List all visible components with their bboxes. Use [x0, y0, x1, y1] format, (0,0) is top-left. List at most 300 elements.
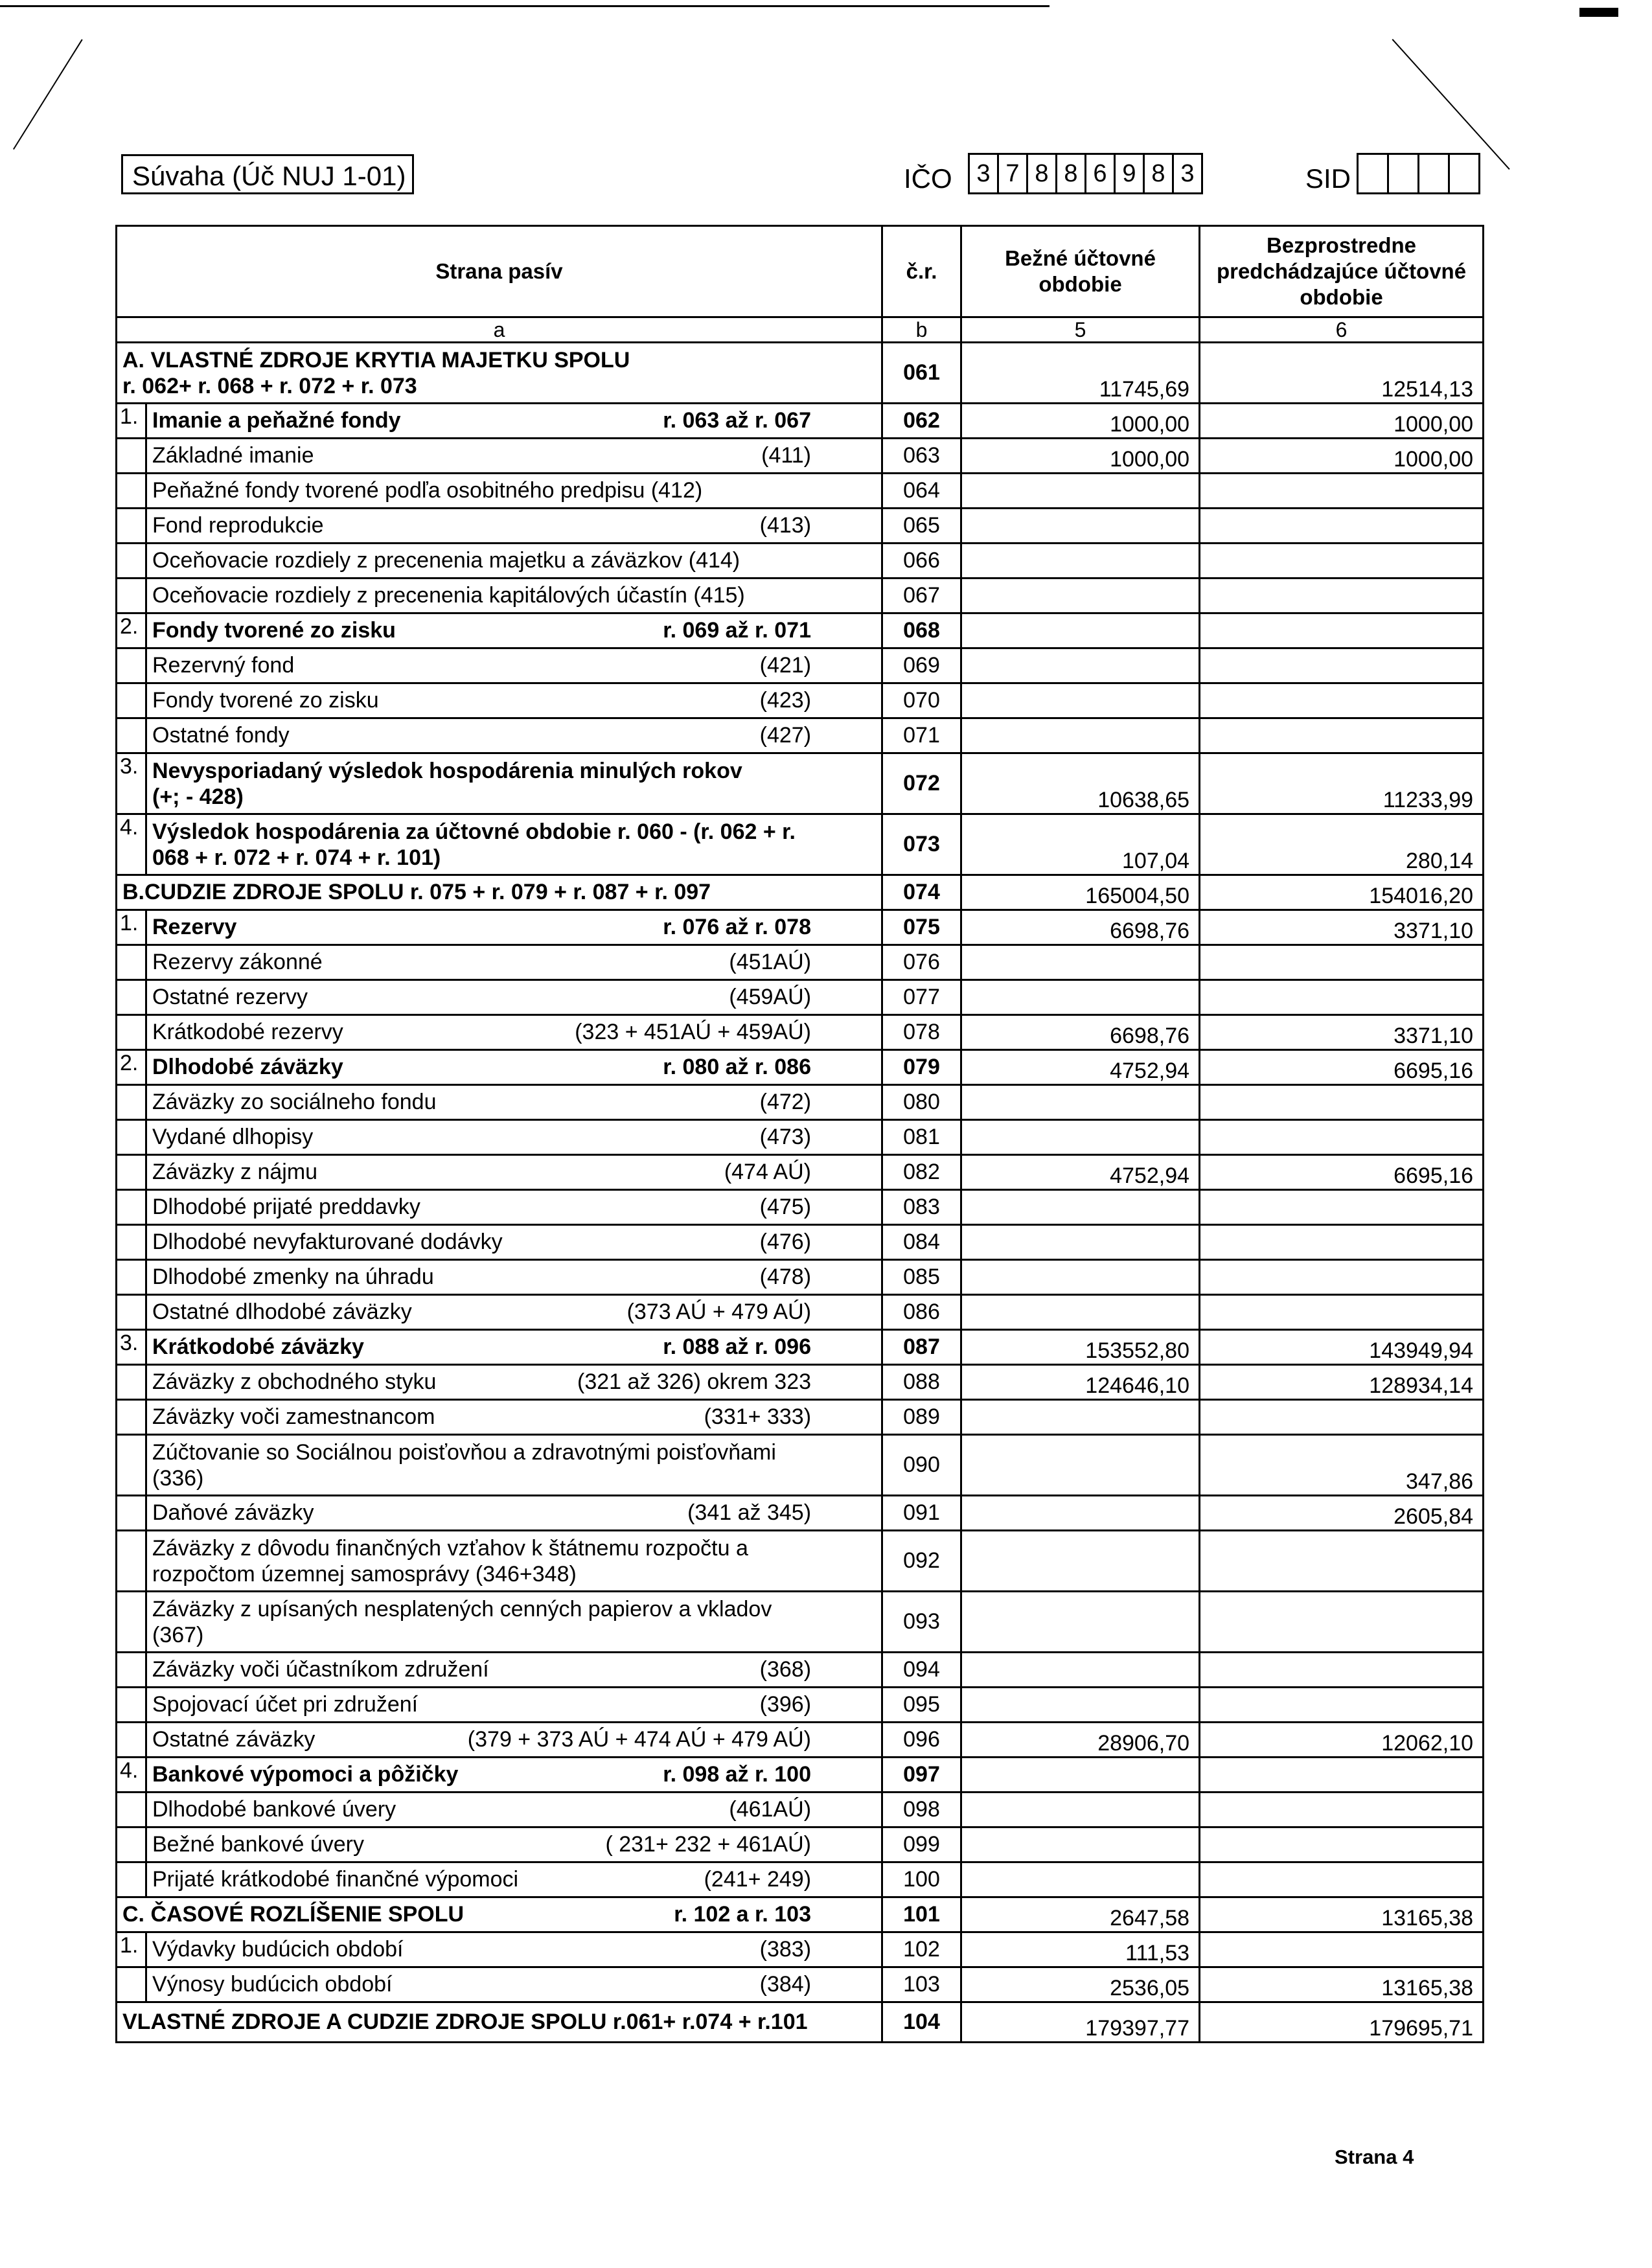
row-label: Ostatné záväzky	[152, 1727, 315, 1752]
row-account: (323 + 451AÚ + 459AÚ)	[575, 1020, 812, 1044]
value-current-period: 179397,77	[961, 2002, 1200, 2043]
row-index	[117, 1365, 146, 1400]
form-title: Súvaha (Úč NUJ 1-01)	[132, 161, 406, 191]
value-current-period	[961, 1085, 1200, 1120]
row-account: (473)	[759, 1125, 812, 1149]
value-current-period	[961, 578, 1200, 613]
row-label-cell	[117, 1897, 882, 1932]
row-label-cell	[146, 439, 882, 474]
table-row	[117, 1190, 1484, 1225]
row-number: 061	[882, 343, 961, 404]
row-account: (379 + 373 AÚ + 474 AÚ + 479 AÚ)	[467, 1727, 812, 1752]
row-label-cell	[146, 683, 882, 718]
row-label: Rezervy zákonné	[152, 950, 323, 974]
row-label: Ostatné fondy	[152, 723, 290, 748]
row-number: 096	[882, 1723, 961, 1758]
row-index	[117, 1225, 146, 1260]
ico-label: IČO	[904, 163, 952, 194]
row-label: Spojovací účet pri združení	[152, 1692, 419, 1717]
row-label-cell	[146, 1758, 882, 1793]
row-index: 1.	[117, 1932, 146, 1967]
row-label-cell	[146, 814, 882, 875]
value-current-period	[961, 683, 1200, 718]
value-previous-period	[1200, 1688, 1484, 1723]
value-previous-period	[1200, 648, 1484, 683]
row-account: (383)	[759, 1937, 812, 1962]
row-account: (478)	[759, 1265, 812, 1289]
row-number: 063	[882, 439, 961, 474]
row-number: 069	[882, 648, 961, 683]
row-label-cell	[146, 1688, 882, 1723]
row-label: Peňažné fondy tvorené podľa osobitného predpisu (412)	[152, 478, 703, 503]
value-previous-period: 3371,10	[1200, 910, 1484, 945]
row-label-cell	[146, 718, 882, 753]
scan-diagonal-right	[1392, 39, 1510, 170]
row-number: 085	[882, 1260, 961, 1295]
table-row	[117, 683, 1484, 718]
row-account: (341 až 345)	[687, 1500, 812, 1525]
table-row	[117, 980, 1484, 1015]
row-account: (476)	[759, 1230, 812, 1254]
row-label-cell	[146, 1932, 882, 1967]
table-row	[117, 509, 1484, 544]
row-account: ( 231+ 232 + 461AÚ)	[605, 1832, 812, 1857]
sid-boxes	[1359, 153, 1480, 194]
row-label-cell	[146, 1723, 882, 1758]
row-label-cell	[146, 474, 882, 509]
value-current-period: 6698,76	[961, 1015, 1200, 1050]
value-previous-period	[1200, 1862, 1484, 1897]
row-label-cont: (+; - 428)	[152, 784, 244, 809]
table-row	[117, 1330, 1484, 1365]
ico-digit: 6	[1084, 153, 1116, 194]
table-row	[117, 578, 1484, 613]
row-index: 1.	[117, 910, 146, 945]
row-label: Dlhodobé záväzky	[152, 1055, 343, 1079]
row-index	[117, 1155, 146, 1190]
row-label: Záväzky voči účastníkom združení	[152, 1657, 489, 1682]
row-index	[117, 1435, 146, 1496]
row-account: r. 102 a r. 103	[674, 1902, 812, 1927]
row-index: 1.	[117, 404, 146, 439]
row-account: (459AÚ)	[729, 985, 812, 1009]
row-index	[117, 439, 146, 474]
value-previous-period: 13165,38	[1200, 1967, 1484, 2002]
row-label-cell	[117, 343, 882, 404]
row-number: 100	[882, 1862, 961, 1897]
row-label: Záväzky z nájmu	[152, 1160, 318, 1184]
row-label-cell	[117, 2002, 882, 2043]
row-number: 079	[882, 1050, 961, 1085]
row-account: r. 098 až r. 100	[663, 1762, 812, 1787]
value-previous-period	[1200, 509, 1484, 544]
row-number: 075	[882, 910, 961, 945]
value-previous-period	[1200, 1793, 1484, 1827]
row-label-cell	[146, 1050, 882, 1085]
value-current-period	[961, 1862, 1200, 1897]
row-number: 066	[882, 544, 961, 578]
row-index	[117, 718, 146, 753]
value-current-period	[961, 718, 1200, 753]
value-previous-period	[1200, 1225, 1484, 1260]
row-number: 087	[882, 1330, 961, 1365]
value-previous-period	[1200, 1758, 1484, 1793]
row-label-cell	[146, 1967, 882, 2002]
value-previous-period	[1200, 1932, 1484, 1967]
row-label-cell	[146, 1592, 882, 1653]
value-current-period: 11745,69	[961, 343, 1200, 404]
row-account: r. 076 až r. 078	[663, 915, 812, 939]
row-number: 091	[882, 1496, 961, 1531]
liabilities-table	[115, 225, 1484, 2043]
table-row	[117, 814, 1484, 875]
table-row	[117, 1723, 1484, 1758]
row-index	[117, 1793, 146, 1827]
row-number: 073	[882, 814, 961, 875]
table-row	[117, 910, 1484, 945]
col-header-predch: Bezprostredne predchádzajúce účtovné obdobie	[1200, 226, 1484, 317]
value-current-period	[961, 544, 1200, 578]
value-current-period	[961, 648, 1200, 683]
value-current-period	[961, 1531, 1200, 1592]
row-number: 077	[882, 980, 961, 1015]
row-number: 072	[882, 753, 961, 814]
table-row	[117, 1932, 1484, 1967]
value-current-period: 28906,70	[961, 1723, 1200, 1758]
col-letter-5: 5	[961, 317, 1200, 343]
table-row	[117, 1531, 1484, 1592]
value-current-period	[961, 1688, 1200, 1723]
row-label: Základné imanie	[152, 443, 314, 468]
row-label: Výsledok hospodárenia za účtovné obdobie r. 060 - (r. 062 + r.	[152, 819, 796, 844]
row-label: Zúčtovanie so Sociálnou poisťovňou a zdravotnými poisťovňami	[152, 1439, 776, 1465]
col-header-bezne: Bežné účtovné obdobie	[961, 226, 1200, 317]
value-current-period	[961, 1827, 1200, 1862]
row-label: Fondy tvorené zo zisku	[152, 618, 396, 643]
row-label: Oceňovacie rozdiely z precenenia majetku a záväzkov (414)	[152, 548, 740, 573]
row-number: 104	[882, 2002, 961, 2043]
row-number: 098	[882, 1793, 961, 1827]
row-label-cell	[146, 945, 882, 980]
row-label: Nevysporiadaný výsledok hospodárenia minulých rokov	[152, 758, 742, 783]
value-current-period	[961, 1190, 1200, 1225]
row-account: (331+ 333)	[704, 1404, 812, 1429]
table-row	[117, 1592, 1484, 1653]
row-label-cell	[146, 1155, 882, 1190]
page-number: Strana 4	[1335, 2146, 1414, 2168]
row-label-cell	[146, 1190, 882, 1225]
value-current-period	[961, 509, 1200, 544]
row-number: 086	[882, 1295, 961, 1330]
row-label: C. ČASOVÉ ROZLÍŠENIE SPOLU	[122, 1902, 465, 1927]
value-current-period	[961, 1400, 1200, 1435]
table-row	[117, 875, 1484, 910]
table-row	[117, 1120, 1484, 1155]
scan-diagonal-left	[13, 39, 83, 150]
value-current-period: 10638,65	[961, 753, 1200, 814]
form-title-box	[121, 154, 414, 194]
row-account: (368)	[759, 1657, 812, 1682]
value-previous-period: 280,14	[1200, 814, 1484, 875]
row-number: 095	[882, 1688, 961, 1723]
value-current-period	[961, 1260, 1200, 1295]
column-letters-row	[117, 317, 1484, 343]
value-previous-period: 143949,94	[1200, 1330, 1484, 1365]
row-label-cell	[146, 1225, 882, 1260]
table-row	[117, 1400, 1484, 1435]
value-previous-period: 128934,14	[1200, 1365, 1484, 1400]
value-previous-period: 11233,99	[1200, 753, 1484, 814]
row-label-cell	[146, 1120, 882, 1155]
row-label-cell	[146, 1862, 882, 1897]
ico-digit: 7	[997, 153, 1028, 194]
value-previous-period	[1200, 1653, 1484, 1688]
row-index	[117, 1295, 146, 1330]
row-account: r. 063 až r. 067	[663, 408, 812, 433]
row-index: 2.	[117, 613, 146, 648]
row-label: A. VLASTNÉ ZDROJE KRYTIA MAJETKU SPOLU	[122, 347, 630, 372]
row-label: Záväzky z upísaných nesplatených cenných papierov a vkladov	[152, 1596, 772, 1621]
table-header-row	[117, 226, 1484, 317]
row-account: r. 069 až r. 071	[663, 618, 812, 643]
row-account: (474 AÚ)	[724, 1160, 812, 1184]
row-account: (451AÚ)	[729, 950, 812, 974]
table-row	[117, 1365, 1484, 1400]
row-account: (421)	[759, 653, 812, 678]
row-account: (413)	[759, 513, 812, 538]
table-row	[117, 1688, 1484, 1723]
table-row	[117, 1260, 1484, 1295]
row-label-cell	[146, 509, 882, 544]
table-body	[117, 343, 1484, 2043]
row-number: 076	[882, 945, 961, 980]
row-label-cell	[146, 1400, 882, 1435]
row-label: Oceňovacie rozdiely z precenenia kapitálových účastín (415)	[152, 583, 745, 608]
value-current-period	[961, 474, 1200, 509]
table-row	[117, 343, 1484, 404]
row-label-cell	[146, 1330, 882, 1365]
sid-box	[1417, 153, 1450, 194]
row-index	[117, 578, 146, 613]
ico-digit: 8	[1143, 153, 1174, 194]
value-current-period: 4752,94	[961, 1155, 1200, 1190]
row-index	[117, 1653, 146, 1688]
row-label-cont: 068 + r. 072 + r. 074 + r. 101)	[152, 845, 441, 870]
value-previous-period	[1200, 1085, 1484, 1120]
row-label-cell	[146, 1435, 882, 1496]
row-account: (373 AÚ + 479 AÚ)	[626, 1300, 812, 1324]
row-account: (472)	[759, 1090, 812, 1114]
row-number: 089	[882, 1400, 961, 1435]
row-account: (384)	[759, 1972, 812, 1997]
value-current-period	[961, 980, 1200, 1015]
row-index	[117, 1190, 146, 1225]
row-index	[117, 980, 146, 1015]
value-current-period	[961, 1793, 1200, 1827]
row-number: 094	[882, 1653, 961, 1688]
row-label-cont: r. 062+ r. 068 + r. 072 + r. 073	[122, 373, 417, 398]
row-index	[117, 544, 146, 578]
row-index: 3.	[117, 1330, 146, 1365]
value-current-period	[961, 945, 1200, 980]
value-previous-period	[1200, 1295, 1484, 1330]
value-previous-period	[1200, 1827, 1484, 1862]
col-header-strana: Strana pasív	[117, 226, 882, 317]
scan-corner-mark	[1579, 8, 1618, 17]
row-index	[117, 474, 146, 509]
row-index: 4.	[117, 814, 146, 875]
row-label: Bežné bankové úvery	[152, 1832, 364, 1857]
table-row	[117, 1793, 1484, 1827]
value-current-period	[961, 1295, 1200, 1330]
row-label-cell	[146, 980, 882, 1015]
row-label: Výnosy budúcich období	[152, 1972, 393, 1997]
value-current-period: 1000,00	[961, 404, 1200, 439]
table-row	[117, 1085, 1484, 1120]
row-account: r. 080 až r. 086	[663, 1055, 812, 1079]
row-label-cell	[146, 1653, 882, 1688]
table-row	[117, 1862, 1484, 1897]
table-row	[117, 945, 1484, 980]
value-previous-period	[1200, 544, 1484, 578]
row-number: 082	[882, 1155, 961, 1190]
row-number: 068	[882, 613, 961, 648]
row-index: 3.	[117, 753, 146, 814]
row-label-cell	[146, 613, 882, 648]
value-current-period	[961, 1120, 1200, 1155]
value-current-period	[961, 613, 1200, 648]
ico-digit-boxes	[970, 153, 1203, 194]
value-previous-period: 3371,10	[1200, 1015, 1484, 1050]
row-number: 097	[882, 1758, 961, 1793]
row-label: Dlhodobé bankové úvery	[152, 1797, 396, 1822]
table-row	[117, 2002, 1484, 2043]
row-index	[117, 1531, 146, 1592]
value-current-period: 6698,76	[961, 910, 1200, 945]
value-current-period: 107,04	[961, 814, 1200, 875]
table-row	[117, 753, 1484, 814]
row-account: (321 až 326) okrem 323	[577, 1369, 812, 1394]
row-label: Rezervný fond	[152, 653, 295, 678]
row-label-cell	[146, 753, 882, 814]
row-number: 080	[882, 1085, 961, 1120]
value-previous-period	[1200, 1531, 1484, 1592]
table-row	[117, 718, 1484, 753]
row-index	[117, 1496, 146, 1531]
col-header-cr: č.r.	[882, 226, 961, 317]
sid-box	[1387, 153, 1419, 194]
table-row	[117, 1435, 1484, 1496]
row-account: (461AÚ)	[729, 1797, 812, 1822]
value-previous-period: 347,86	[1200, 1435, 1484, 1496]
row-label: Záväzky zo sociálneho fondu	[152, 1090, 437, 1114]
value-current-period: 1000,00	[961, 439, 1200, 474]
value-current-period	[961, 1225, 1200, 1260]
row-label: VLASTNÉ ZDROJE A CUDZIE ZDROJE SPOLU r.061+ r.074 + r.101	[122, 2010, 808, 2034]
value-previous-period	[1200, 718, 1484, 753]
row-number: 065	[882, 509, 961, 544]
row-index	[117, 1400, 146, 1435]
row-number: 088	[882, 1365, 961, 1400]
row-index	[117, 1827, 146, 1862]
row-number: 090	[882, 1435, 961, 1496]
value-current-period: 4752,94	[961, 1050, 1200, 1085]
table-row	[117, 1050, 1484, 1085]
row-number: 103	[882, 1967, 961, 2002]
value-current-period	[961, 1758, 1200, 1793]
value-current-period	[961, 1496, 1200, 1531]
row-number: 084	[882, 1225, 961, 1260]
value-previous-period: 6695,16	[1200, 1155, 1484, 1190]
value-previous-period: 6695,16	[1200, 1050, 1484, 1085]
table-row	[117, 1295, 1484, 1330]
row-index	[117, 648, 146, 683]
row-label: Imanie a peňažné fondy	[152, 408, 401, 433]
table-row	[117, 1758, 1484, 1793]
table-row	[117, 1897, 1484, 1932]
row-index	[117, 683, 146, 718]
row-label-cell	[146, 1295, 882, 1330]
row-number: 078	[882, 1015, 961, 1050]
value-previous-period	[1200, 980, 1484, 1015]
row-index: 4.	[117, 1758, 146, 1793]
table-row	[117, 648, 1484, 683]
col-letter-a: a	[117, 317, 882, 343]
row-number: 099	[882, 1827, 961, 1862]
table-row	[117, 404, 1484, 439]
row-index	[117, 1085, 146, 1120]
row-number: 070	[882, 683, 961, 718]
row-label-cont: rozpočtom územnej samosprávy (346+348)	[152, 1561, 577, 1586]
row-index	[117, 1592, 146, 1653]
row-label: Vydané dlhopisy	[152, 1125, 314, 1149]
row-label-cell	[146, 1085, 882, 1120]
table-row	[117, 1653, 1484, 1688]
row-number: 071	[882, 718, 961, 753]
row-account: (423)	[759, 688, 812, 713]
row-label: Ostatné rezervy	[152, 985, 308, 1009]
value-previous-period: 12062,10	[1200, 1723, 1484, 1758]
sid-box	[1448, 153, 1480, 194]
value-previous-period	[1200, 945, 1484, 980]
row-number: 092	[882, 1531, 961, 1592]
value-previous-period: 154016,20	[1200, 875, 1484, 910]
table-row	[117, 1496, 1484, 1531]
value-previous-period: 1000,00	[1200, 404, 1484, 439]
row-index	[117, 1967, 146, 2002]
row-number: 074	[882, 875, 961, 910]
row-label: Výdavky budúcich období	[152, 1937, 404, 1962]
row-label: Záväzky voči zamestnancom	[152, 1404, 435, 1429]
value-current-period: 153552,80	[961, 1330, 1200, 1365]
row-index	[117, 1015, 146, 1050]
row-index: 2.	[117, 1050, 146, 1085]
row-label-cell	[146, 1015, 882, 1050]
table-row	[117, 1827, 1484, 1862]
row-label-cell	[146, 1496, 882, 1531]
value-current-period	[961, 1435, 1200, 1496]
row-account: (396)	[759, 1692, 812, 1717]
row-account: (411)	[761, 443, 812, 468]
row-number: 083	[882, 1190, 961, 1225]
row-label: Dlhodobé prijaté preddavky	[152, 1195, 420, 1219]
row-number: 093	[882, 1592, 961, 1653]
ico-digit: 9	[1114, 153, 1145, 194]
row-index	[117, 1723, 146, 1758]
sid-box	[1357, 153, 1389, 194]
table-row	[117, 544, 1484, 578]
table-row	[117, 1967, 1484, 2002]
